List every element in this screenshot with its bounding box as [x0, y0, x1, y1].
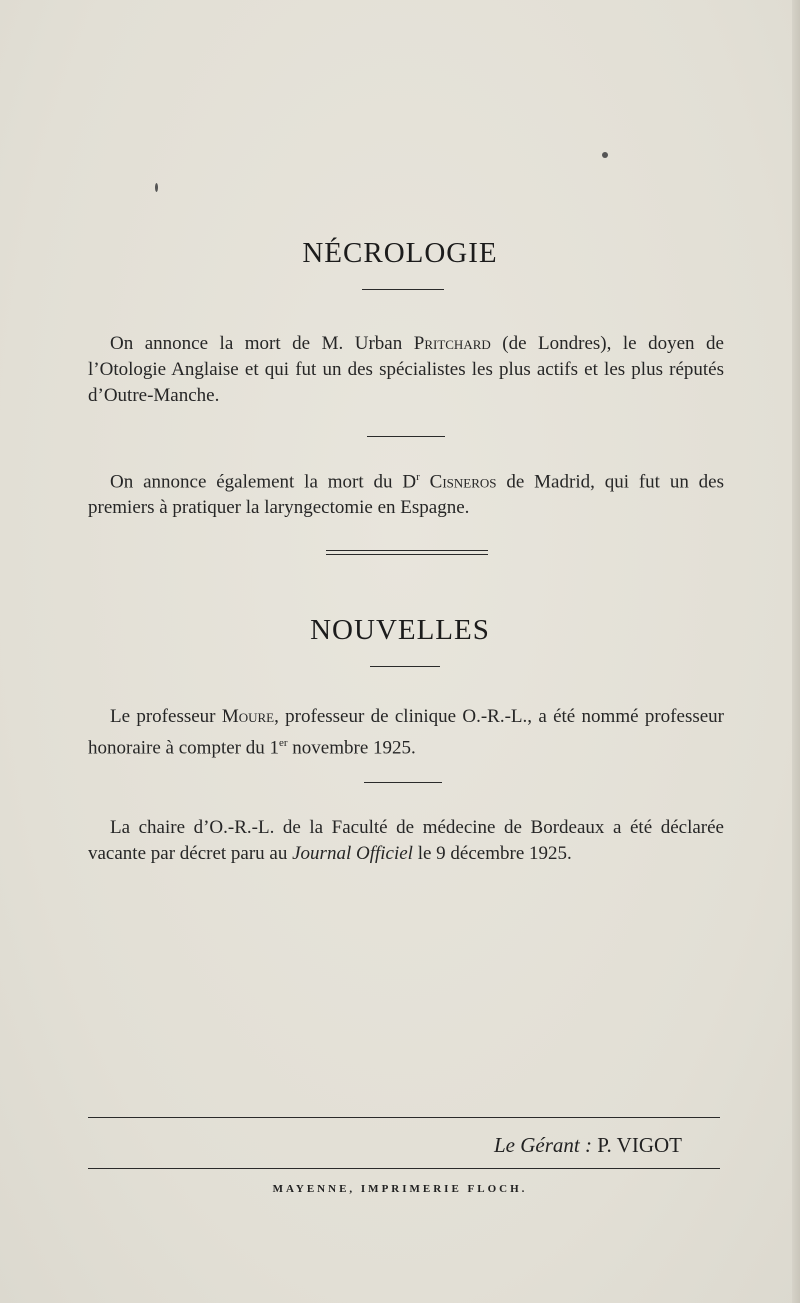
person-name: Cisneros: [429, 471, 497, 493]
superscript: r: [416, 471, 420, 483]
gerant-label: Le Gérant :: [493, 1133, 592, 1157]
footer-rule-bottom: [88, 1168, 720, 1169]
paragraph-text: On annonce également la mort du D: [110, 471, 417, 493]
paragraph-text: , professeur de clinique O.-R.-L., a été nommé professeur honoraire à compter du 1: [88, 706, 724, 759]
nouvelles-title: NOUVELLES: [310, 614, 490, 646]
gerant-name: P. VIGOT: [591, 1133, 682, 1157]
paragraph-text: novembre 1925.: [287, 737, 416, 759]
printer-imprint: MAYENNE, IMPRIMERIE FLOCH.: [272, 1183, 528, 1195]
paragraph-text: La chaire d’O.-R.-L. de la Faculté de médecine de Bordeaux a été déclarée vacante par décret paru au: [88, 817, 724, 864]
nouvelles-paragraph-2: [88, 815, 724, 867]
section-divider: [367, 436, 445, 437]
ink-speck: [155, 183, 158, 192]
ink-speck: [602, 152, 608, 158]
gerant-signature: [0, 1133, 682, 1158]
paragraph-text: de Madrid, qui fut un des premiers à pratiquer la laryngectomie en Espagne.: [88, 471, 725, 519]
journal-title: Journal Officiel: [292, 843, 413, 864]
necrologie-paragraph-1: [88, 331, 724, 409]
necrologie-title: NÉCROLOGIE: [302, 237, 498, 269]
person-name: Pritchard: [413, 333, 491, 354]
title-rule: [370, 666, 440, 667]
section-divider: [364, 782, 442, 783]
necrologie-paragraph-2: [88, 464, 724, 521]
paragraph-text: On annonce la mort de M. Urban: [110, 333, 414, 354]
paragraph-text: le 9 décembre 1925.: [412, 843, 572, 864]
page-edge: [792, 0, 800, 1303]
person-name: Moure: [221, 706, 275, 727]
paragraph-text: [420, 471, 430, 492]
double-rule: [326, 550, 488, 558]
nouvelles-paragraph-1: [88, 704, 724, 761]
title-rule: [362, 289, 444, 290]
paragraph-text: Le professeur: [110, 706, 222, 727]
superscript: er: [278, 737, 288, 749]
paragraph-text: (de Londres), le doyen de l’Otologie Anglaise et qui fut un des spécialistes les plus actifs et les plus réputés d’Outre-Manche.: [88, 333, 724, 406]
footer-rule-top: [88, 1117, 720, 1118]
